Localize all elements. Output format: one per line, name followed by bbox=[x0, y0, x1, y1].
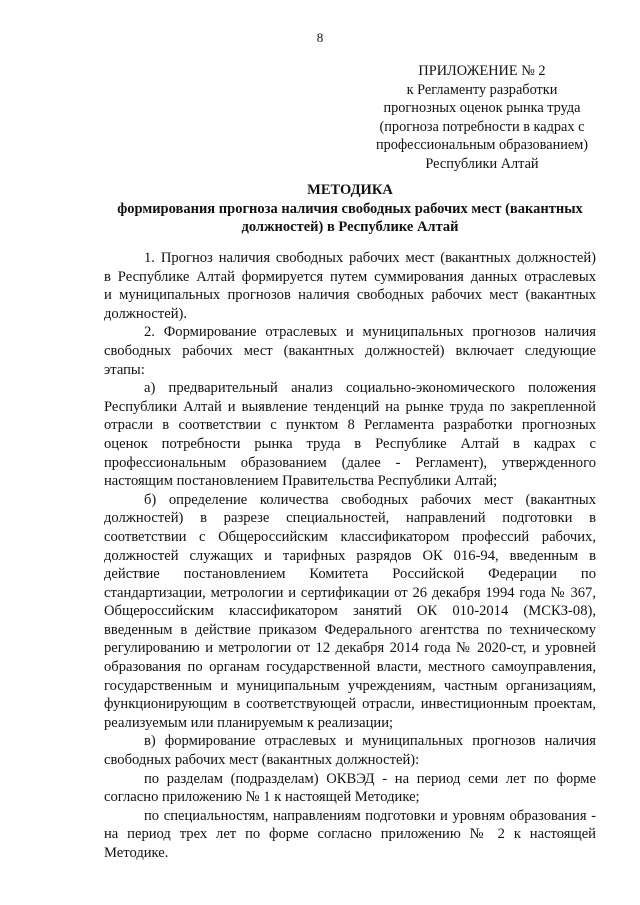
appendix-line: Республики Алтай bbox=[425, 155, 539, 172]
paragraph-2: 2. Формирование отраслевых и муниципальных прогнозов наличия свободных рабочих мест (вакантных должностей) включает следующие этапы: bbox=[104, 324, 596, 378]
document-body bbox=[104, 249, 596, 863]
paragraph-c-okved: по разделам (подразделам) ОКВЭД - на период семи лет по форме согласно приложению № 1 к настоящей Методике; bbox=[104, 770, 596, 806]
appendix-header bbox=[362, 62, 602, 173]
paragraph-1: 1. Прогноз наличия свободных рабочих мест (вакантных должностей) в Республике Алтай формируется путем суммирования данных отраслевых и муниципальных прогнозов наличия свободных рабочих мест (вакантных должностей). bbox=[104, 250, 596, 322]
document-title bbox=[95, 181, 605, 237]
paragraph-a: а) предварительный анализ социально-экономического положения Республики Алтай и выявление тенденций на рынке труда по закрепленной отрасли в соответствии с пунктом 8 Регламента разработки прогнозных оценок потребности рынка труда в Республике Алтай в кадрах с профессиональным образованием (далее - Регламент), утвержденного настоящим постановлением Правительства Республики Алтай; bbox=[104, 380, 596, 490]
appendix-line: профессиональным образованием) bbox=[375, 137, 589, 153]
title-subtitle-line-1: формирования прогноза наличия свободных рабочих мест (вакантных bbox=[117, 200, 583, 217]
page-number: 8 bbox=[316, 30, 324, 45]
title-heading: МЕТОДИКА bbox=[307, 182, 393, 198]
appendix-line: к Регламенту разработки bbox=[406, 81, 558, 98]
title-subtitle-line-2: должностей) в Республике Алтай bbox=[241, 219, 459, 235]
appendix-line: прогнозных оценок рынка труда bbox=[383, 100, 581, 116]
paragraph-b: б) определение количества свободных рабочих мест (вакантных должностей) в разрезе специальностей, направлений подготовки в соответствии с Общероссийским классификатором профессий рабочих, должностей служащих и тарифных разрядов ОК 016-94, введенным в действие постановлением Комитета Российской Федерации по стандартизации, метрологии и сертификации от 26 декабря 1994 года № 367, Общероссийским классификатором занятий ОК 010-2014 (МСКЗ-08), введенным в действие приказом Федерального агентства по техническому регулированию и метрологии от 12 декабря 2014 года № 2020-ст, и уровней образования по органам государственной власти, местного самоуправления, государственным и муниципальным учреждениям, частным организациям, функционирующим в соответствующей отрасли, инвестиционным проектам, реализуемым или планируемым к реализации; bbox=[104, 491, 596, 731]
paragraph-c-specialties: по специальностям, направлениям подготовки и уровням образования - на период трех лет по форме согласно приложению № 2 к настоящей Методике. bbox=[104, 807, 596, 861]
appendix-title: ПРИЛОЖЕНИЕ № 2 bbox=[418, 63, 546, 79]
appendix-line: (прогноза потребности в кадрах с bbox=[379, 118, 585, 135]
paragraph-c: в) формирование отраслевых и муниципальных прогнозов наличия свободных рабочих мест (вакантных должностей): bbox=[104, 733, 596, 769]
